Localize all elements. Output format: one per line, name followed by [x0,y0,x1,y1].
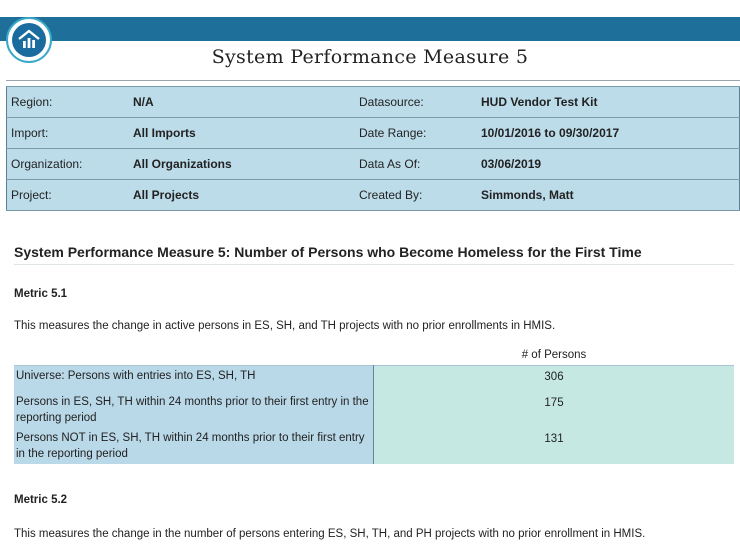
row-value: 306 [374,366,735,393]
date-range-label: Date Range: [355,118,477,149]
row-value: 131 [374,428,735,464]
organization-value: All Organizations [129,149,355,180]
divider [14,264,734,265]
created-by-label: Created By: [355,180,477,211]
import-label: Import: [7,118,130,149]
section-title: System Performance Measure 5: Number of Persons who Become Homeless for the First Time [14,244,642,260]
organization-label: Organization: [7,149,130,180]
date-range-value: 10/01/2016 to 09/30/2017 [477,118,740,149]
row-label: Universe: Persons with entries into ES, SH, TH [14,366,374,393]
row-label: Persons in ES, SH, TH within 24 months prior to their first entry in the reporting period [14,392,374,428]
project-label: Project: [7,180,130,211]
header-bar [0,17,740,41]
import-value: All Imports [129,118,355,149]
project-value: All Projects [129,180,355,211]
datasource-label: Datasource: [355,87,477,118]
data-as-of-value: 03/06/2019 [477,149,740,180]
table-row [14,366,734,393]
metric-5-1-table [14,365,734,464]
persons-column-header: # of Persons [521,349,587,361]
table-row [14,428,734,464]
metric-5-2-description: This measures the change in the number of persons entering ES, SH, TH, and PH projects with no prior enrollment in HMIS. [14,528,646,540]
created-by-value: Simmonds, Matt [477,180,740,211]
region-label: Region: [7,87,130,118]
report-title: System Performance Measure 5 [211,46,529,68]
metric-5-1-title: Metric 5.1 [14,288,68,300]
report-parameters-table [6,86,740,211]
datasource-value: HUD Vendor Test Kit [477,87,740,118]
info-row [7,118,740,149]
info-row [7,87,740,118]
region-value: N/A [129,87,355,118]
info-row [7,149,740,180]
info-row [7,180,740,211]
metric-5-1-description: This measures the change in active persons in ES, SH, and TH projects with no prior enrollments in HMIS. [14,320,556,332]
metric-5-2-title: Metric 5.2 [14,494,68,506]
data-as-of-label: Data As Of: [355,149,477,180]
row-value: 175 [374,392,735,428]
row-label: Persons NOT in ES, SH, TH within 24 months prior to their first entry in the reporting period [14,428,374,464]
table-row [14,392,734,428]
divider [6,80,740,81]
